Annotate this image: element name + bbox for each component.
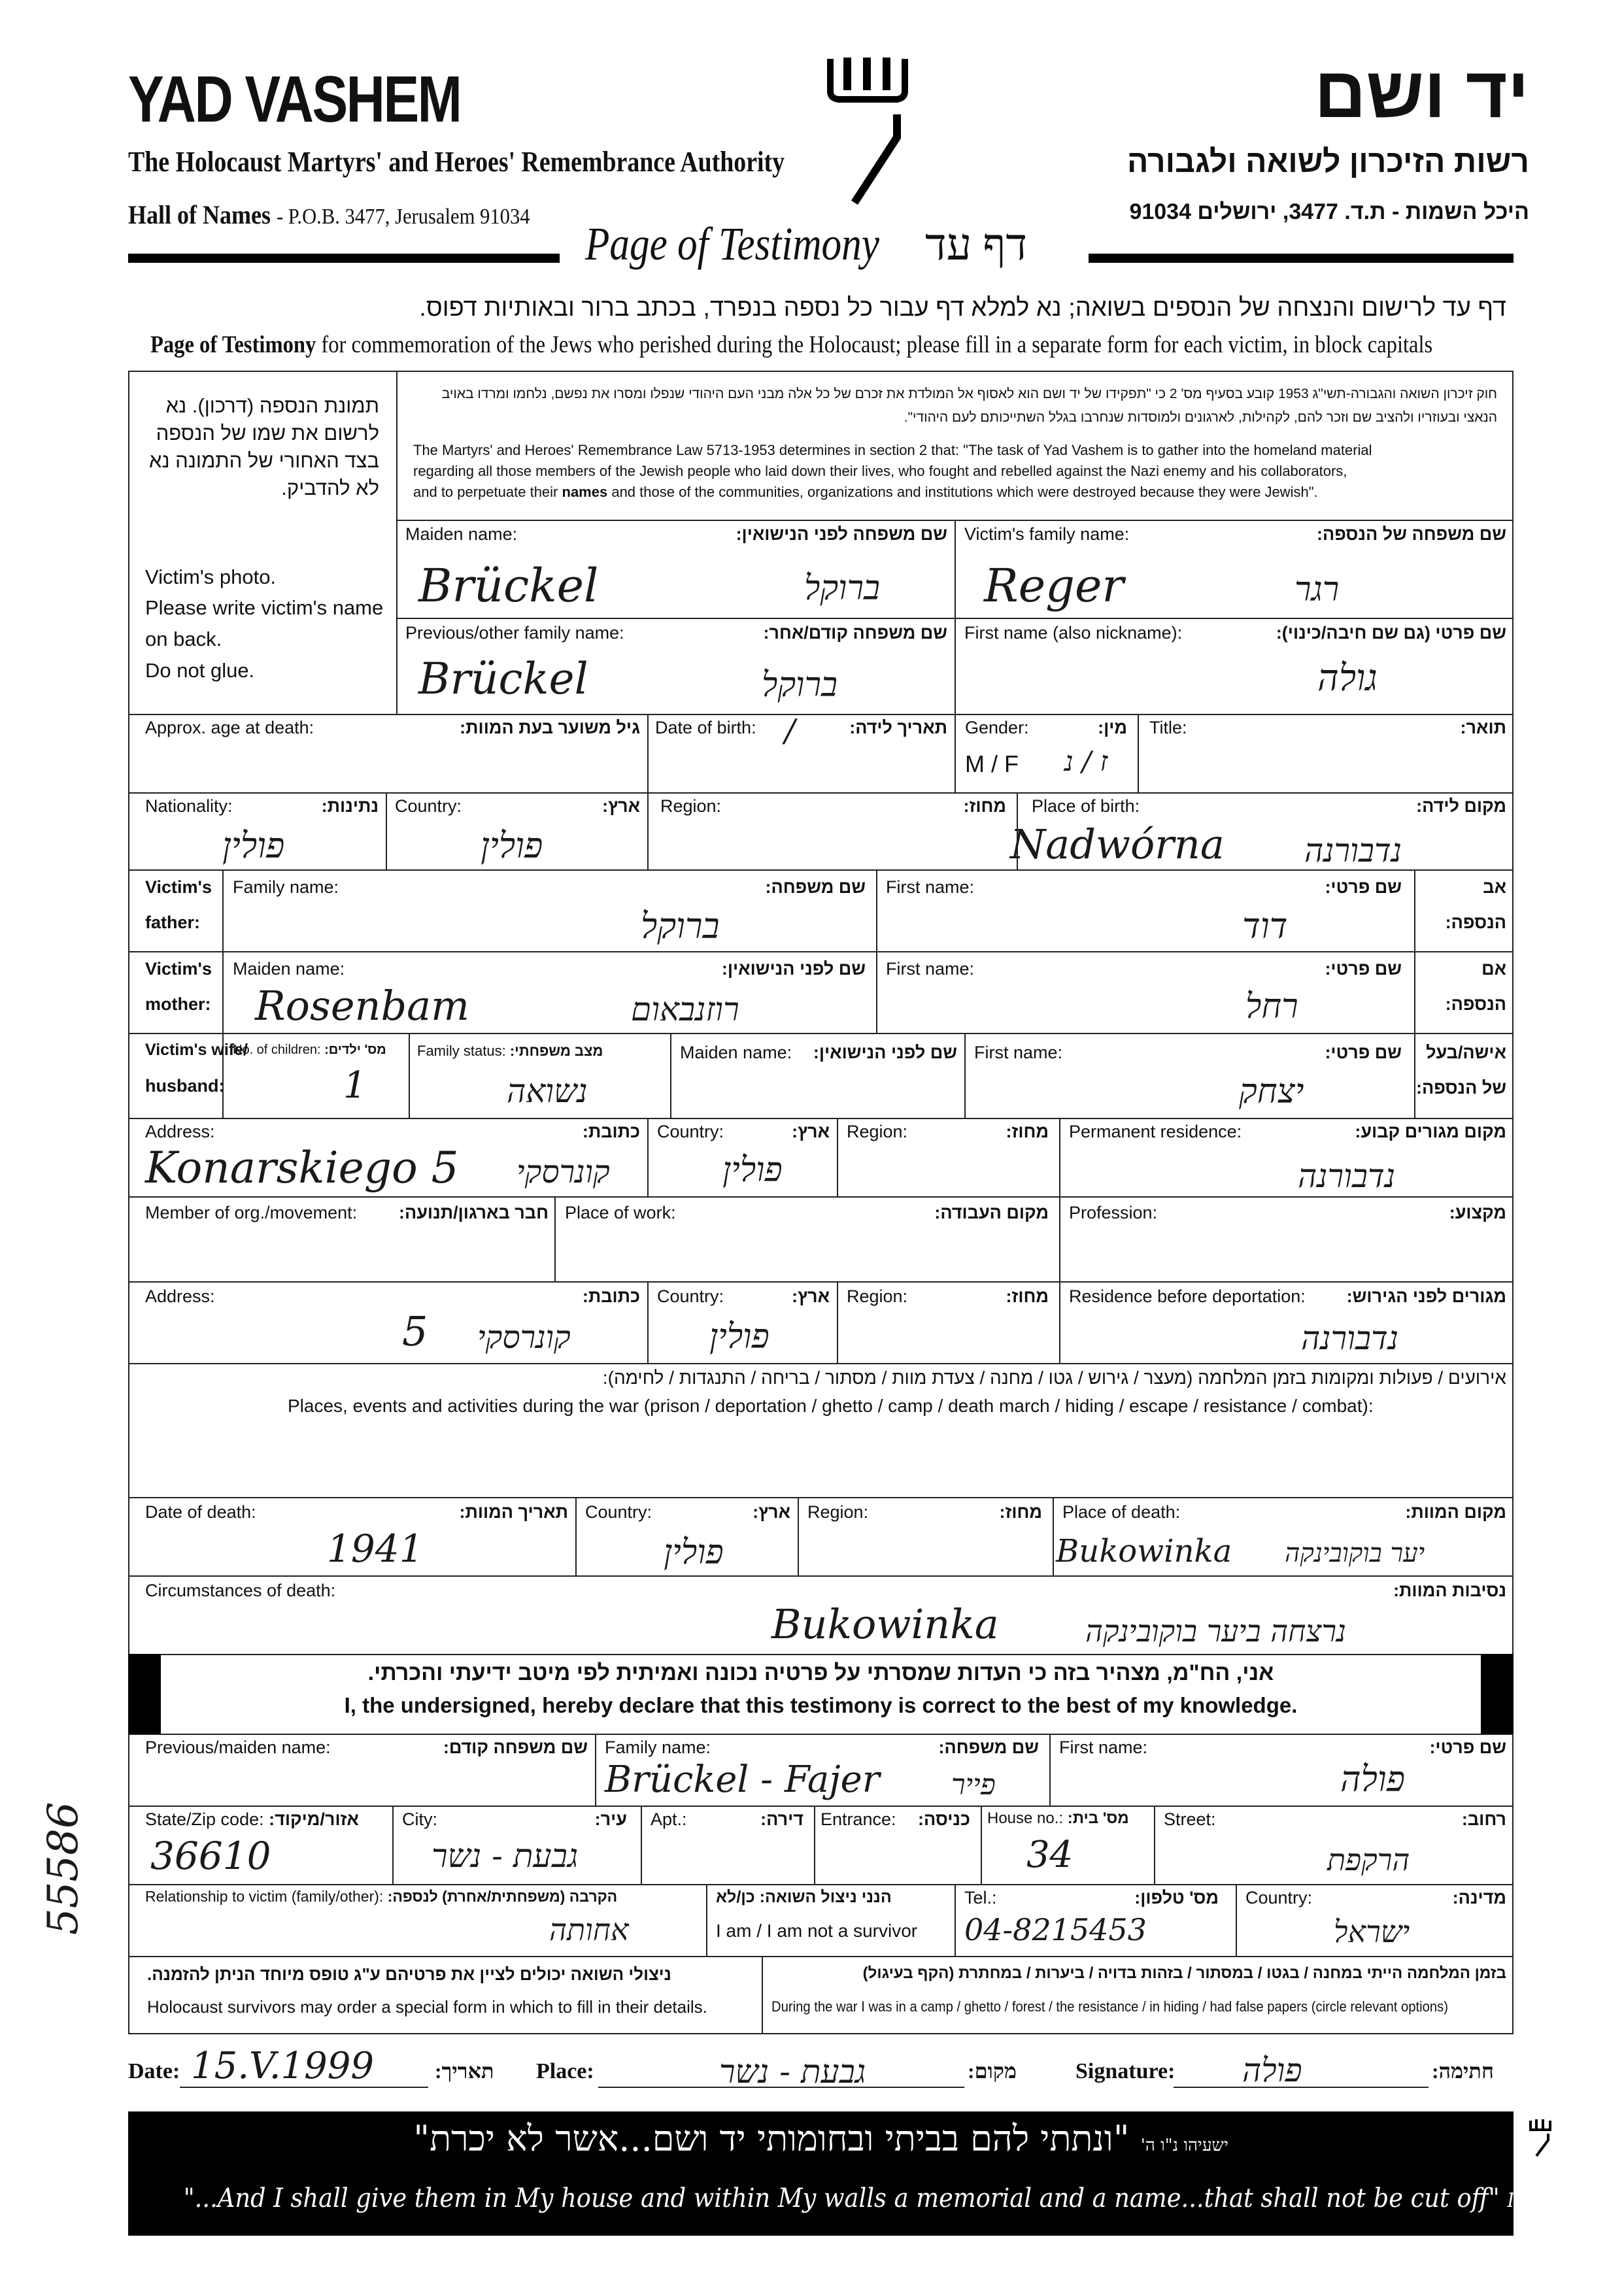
address1-value[interactable]: Konarskiego 5: [145, 1143, 459, 1193]
org-name-he: יד ושם: [1314, 52, 1529, 133]
photo-note-en-3: on back.: [145, 628, 222, 650]
address1-country-value[interactable]: פולין: [722, 1151, 783, 1190]
zip-value[interactable]: 36610: [150, 1834, 271, 1878]
mother-maiden-label: Maiden name:: [233, 959, 345, 979]
quote-en-text: "...And I shall give them in My house and within My walls a memorial and a name...that shall not be cut off": [183, 2183, 1500, 2213]
declaration-he: אני, הח"מ, מצהיר בזה כי העדות שמסרתי על פרטיה נכונה ואמיתית לפי מיטב ידיעתי והכרתי.: [367, 1660, 1274, 1685]
street-label: Street:: [1164, 1809, 1216, 1829]
father-first-label: First name:: [886, 877, 975, 897]
house-no-value[interactable]: 34: [1026, 1834, 1074, 1876]
father-label-he-1: אב: [1483, 877, 1506, 897]
nationality-label: Nationality:: [145, 796, 233, 816]
law-en-3c: and those of the communities, organizations and institutions which were destroyed because they were Jewish".: [607, 484, 1318, 500]
war-note-he: בזמן המלחמה הייתי במחנה / בגטו / במסתור / בזהות בדויה / ביערות / במחתרת (הקף בעיגול): [862, 1964, 1506, 1982]
death-country-label: Country:: [585, 1502, 652, 1522]
circumstances-label: Circumstances of death:: [145, 1581, 336, 1600]
father-family-value[interactable]: ברוקל: [641, 905, 720, 947]
subtitle-en: The Holocaust Martyrs' and Heroes' Remembrance Authority: [128, 146, 785, 178]
address2-country-label-he: ארץ:: [792, 1286, 830, 1306]
footer-place-label: Place:: [536, 2059, 594, 2083]
submitter-first-value[interactable]: פולה: [1340, 1758, 1406, 1800]
dob-label-he: תאריך לידה:: [849, 718, 947, 737]
father-family-label-he: שם משפחה:: [765, 877, 866, 897]
instructions-en-bold: Page of Testimony: [150, 331, 316, 358]
sub-country-value[interactable]: ישראל: [1334, 1914, 1410, 1949]
small-logo-icon: [1529, 2118, 1552, 2157]
spouse-maiden-label: Maiden name:: [680, 1043, 792, 1062]
title-label: Title:: [1149, 718, 1187, 737]
death-place-label-he: מקום המוות:: [1405, 1502, 1506, 1522]
relationship-label-he: הקרבה (משפחתית/אחרת) לנספה:: [387, 1888, 618, 1905]
address1-country-label: Country:: [657, 1122, 724, 1141]
spouse-label-2: husband:: [145, 1076, 225, 1096]
tel-label: Tel.:: [964, 1888, 997, 1908]
place-of-work-label: Place of work:: [565, 1203, 676, 1222]
submitter-prev-label: Previous/maiden name:: [145, 1738, 331, 1757]
first-name-value[interactable]: גולה: [1317, 657, 1378, 699]
entrance-label: Entrance:: [820, 1809, 896, 1829]
first-name-label: First name (also nickname):: [964, 623, 1183, 643]
gender-options[interactable]: M / F: [965, 750, 1019, 777]
instructions-he: דף עד לרישום והנצחה של הנספים בשואה; נא למלא דף עבור כל נספה בנפרד, בכתב ברור ובאותיות דפוס.: [419, 294, 1506, 322]
circumstances-label-he: נסיבות המוות:: [1393, 1581, 1506, 1600]
address1-value-he[interactable]: קונרסקי: [516, 1154, 610, 1190]
address2-label-he: כתובת:: [582, 1286, 640, 1306]
first-name-label-he: שם פרטי (גם שם חיבה/כינוי):: [1276, 623, 1506, 643]
street-value[interactable]: הרקפת: [1327, 1842, 1410, 1877]
footer-signature-label-he: חתימה:: [1432, 2059, 1494, 2083]
father-label-1: Victim's: [145, 877, 212, 897]
law-en-3b: names: [562, 484, 608, 500]
instructions-en-text: for commemoration of the Jews who perished during the Holocaust; please fill in a separate form for each victim, in block capitals: [316, 331, 1433, 358]
mother-first-label-he: שם פרטי:: [1325, 959, 1402, 979]
profession-label: Profession:: [1069, 1203, 1158, 1222]
father-first-label-he: שם פרטי:: [1325, 877, 1402, 897]
dob-label: Date of birth:: [655, 718, 756, 737]
spouse-first-label: First name:: [974, 1043, 1063, 1062]
family-name-value-he[interactable]: רגר: [1294, 570, 1340, 609]
law-text-en-2: regarding all those members of the Jewish people who laid down their lives, who fought and rebelled against the Nazi enemy and his collaborators,: [413, 463, 1347, 479]
death-place-value-he[interactable]: יער בוקובינקה: [1285, 1538, 1425, 1568]
war-note-en: During the war I was in a camp / ghetto / forest / the resistance / in hiding / had false papers (circle relevant options): [771, 1998, 1449, 2015]
footer-date-label-he: תאריך:: [435, 2059, 494, 2083]
dob-value[interactable]: /: [785, 713, 796, 749]
quote-he: [128, 2118, 1514, 2159]
mother-label-1: Victim's: [145, 959, 212, 979]
law-text-he: חוק זיכרון השואה והגבורה-תשי"ג 1953 קובע בסעיף מס' 2 כי "תפקידו של יד ושם הוא לאסוף אל המולדת את זכרם של כל אלה מבני העם היהודי שנפלו ומסרו את נפשם, נלחמו ומרדו באויב הנאצי ובעוזריו ולהציב שם וזכר להם, לקהילות, לארגונים ולמוסדות שנחרבו בגלל השתייכותם לעם היהודי".: [441, 386, 1497, 425]
maiden-name-value-he[interactable]: ברוקל: [804, 569, 881, 608]
gender-label-he: מין:: [1098, 718, 1127, 737]
address2-region-label: Region:: [847, 1286, 908, 1306]
mother-maiden-label-he: שם לפני הנישואין:: [721, 959, 866, 979]
gender-value[interactable]: ז / נ: [1064, 745, 1108, 777]
submitter-prev-label-he: שם משפחה קודם:: [443, 1738, 588, 1757]
survivor-note-he: ניצולי השואה יכולים לציין את פרטיהם ע"ג טופס מיוחד הניתן להזמנה.: [147, 1964, 671, 1984]
hall-address: - P.O.B. 3477, Jerusalem 91034: [276, 205, 530, 229]
org-name-en: YAD VASHEM: [128, 63, 461, 136]
father-label-2: father:: [145, 913, 201, 932]
prev-name-value-he[interactable]: ברוקל: [762, 665, 838, 705]
circumstances-value-he[interactable]: נרצחה ביער בוקובינקה: [1085, 1613, 1347, 1649]
family-name-label-he: שם משפחה של הנספה:: [1316, 524, 1506, 544]
footer-signature-value[interactable]: פולה: [1242, 2051, 1302, 2089]
mother-label-2: mother:: [145, 994, 211, 1014]
hall-label: Hall of Names: [128, 200, 271, 229]
address1-label-he: כתובת:: [582, 1122, 640, 1141]
zip-label-he: אזור/מיקוד:: [269, 1809, 359, 1829]
doc-title-he: דף עד: [925, 220, 1028, 269]
children-value[interactable]: 1: [343, 1064, 367, 1107]
address1-label: Address:: [145, 1122, 215, 1141]
declaration-bar-left: [128, 1654, 161, 1734]
law-text-en-1: The Martyrs' and Heroes' Remembrance Law 5713-1953 determines in section 2 that: "The task of Yad Vashem is to gather into the homeland material: [413, 442, 1372, 458]
submitter-family-label-he: שם משפחה:: [938, 1738, 1039, 1757]
member-org-label: Member of org./movement:: [145, 1203, 358, 1222]
age-label-he: גיל משוער בעת המוות:: [460, 718, 640, 737]
hall-he: היכל השמות - ת.ד. 3477, ירושלים 91034: [1129, 199, 1529, 224]
hall-of-names: [128, 199, 530, 230]
events-label-en: Places, events and activities during the war (prison / deportation / ghetto / camp / death march / hiding / escape / resistance / combat):: [288, 1396, 1374, 1416]
doc-title-en: Page of Testimony: [585, 218, 879, 270]
family-status-label-he: מצב משפחתי:: [509, 1043, 603, 1059]
house-no-label-he: מס' בית:: [1067, 1809, 1129, 1827]
submitter-family-label: Family name:: [605, 1738, 711, 1757]
death-region-label: Region:: [807, 1502, 869, 1522]
death-date-label: Date of death:: [145, 1502, 256, 1522]
res-before-dep-value[interactable]: נדבורנה: [1301, 1319, 1399, 1357]
title-rule-right: [1089, 254, 1514, 263]
quote-he-text: "ונתתי להם בביתי ובחומותי יד ושם...אשר לא יכרת": [413, 2118, 1130, 2159]
age-label: Approx. age at death:: [145, 718, 314, 737]
spouse-label-he-2: של הנספה:: [1416, 1078, 1506, 1098]
death-country-label-he: ארץ:: [753, 1502, 790, 1522]
footer-signature-label: Signature:: [1075, 2059, 1176, 2083]
city-label-he: עיר:: [594, 1809, 627, 1829]
children-label-en: No. of children:: [233, 1043, 321, 1057]
address2-label: Address:: [145, 1286, 215, 1306]
death-region-label-he: מחוז:: [999, 1502, 1042, 1522]
children-label: [233, 1043, 386, 1058]
entrance-label-he: כניסה:: [917, 1809, 970, 1829]
permanent-res-label: Permanent residence:: [1069, 1122, 1242, 1141]
photo-note-en-2: Please write victim's name: [145, 596, 384, 619]
res-before-dep-label: Residence before deportation:: [1069, 1286, 1306, 1306]
survivor-label-he: הנני ניצול השואה: כן/לא: [716, 1888, 892, 1906]
address2-region-label-he: מחוז:: [1006, 1286, 1049, 1306]
mother-first-label: First name:: [886, 959, 975, 979]
sub-country-label: Country:: [1245, 1888, 1313, 1908]
prev-name-label-he: שם משפחה קודם/אחר:: [763, 623, 947, 643]
region-label: Region:: [660, 796, 722, 816]
declaration-bar-right: [1481, 1654, 1514, 1734]
submitter-family-value-he[interactable]: פייר: [951, 1768, 996, 1802]
street-label-he: רחוב:: [1461, 1809, 1506, 1829]
nationality-label-he: נתינות:: [321, 796, 379, 816]
submitter-first-label-he: שם פרטי:: [1429, 1738, 1506, 1757]
quote-en: [183, 2183, 1615, 2213]
address1-region-label-he: מחוז:: [1006, 1122, 1049, 1141]
mother-maiden-value[interactable]: Rosenbam: [255, 982, 469, 1030]
family-status-value[interactable]: נשואה: [507, 1072, 588, 1110]
apt-label-he: דירה:: [760, 1809, 804, 1829]
profession-label-he: מקצוע:: [1449, 1203, 1506, 1222]
quote-he-src: ישעיהו נ"ו ה': [1140, 2136, 1228, 2155]
death-date-label-he: תאריך המוות:: [459, 1502, 568, 1522]
address2-country-value[interactable]: פולין: [709, 1317, 770, 1356]
pob-label-he: מקום לידה:: [1416, 796, 1506, 816]
city-value[interactable]: גבעת - נשר: [431, 1837, 579, 1875]
family-name-value[interactable]: Reger: [984, 559, 1124, 613]
children-label-he: מס' ילדים:: [324, 1043, 386, 1057]
gender-label: Gender:: [965, 718, 1029, 737]
footer-place-value[interactable]: גבעת - נשר: [719, 2053, 866, 2091]
photo-note-en-4: Do not glue.: [145, 659, 255, 682]
side-number: 55586: [39, 1802, 88, 1935]
subtitle-he: רשות הזיכרון לשואה ולגבורה: [1126, 144, 1529, 179]
address2-value[interactable]: 5: [402, 1307, 428, 1355]
father-first-value[interactable]: דוד: [1242, 905, 1288, 947]
survivor-label-en[interactable]: I am / I am not a survivor: [716, 1921, 918, 1941]
title-label-he: תואר:: [1460, 718, 1506, 737]
prev-name-value[interactable]: Brückel: [418, 654, 588, 704]
country-value[interactable]: פולין: [481, 825, 543, 866]
relationship-value[interactable]: אחותה: [549, 1912, 629, 1947]
mother-first-value[interactable]: רחל: [1245, 987, 1298, 1026]
permanent-res-value[interactable]: נדבורנה: [1298, 1157, 1396, 1195]
quote-en-src: Isaiah, 56:5: [1507, 2189, 1615, 2212]
footer-place-label-he: מקום:: [968, 2059, 1017, 2083]
address2-country-label: Country:: [657, 1286, 724, 1306]
death-place-label: Place of death:: [1062, 1502, 1181, 1522]
death-date-value[interactable]: 1941: [327, 1526, 424, 1571]
sub-country-label-he: מדינה:: [1452, 1888, 1506, 1908]
photo-note-en-1: Victim's photo.: [145, 565, 277, 588]
footer-date-label: Date:: [128, 2059, 180, 2083]
events-label-he: אירועים / פעולות ומקומות בזמן המלחמה (מעצר / גירוש / גטו / מחנה / צעדת מוות / מסתור / בריחה / התנגדות / לחימה):: [602, 1368, 1506, 1388]
spouse-label-1: Victim's wife/: [145, 1041, 248, 1059]
maiden-name-value[interactable]: Brückel: [418, 559, 599, 613]
pob-value-he[interactable]: נדבורנה: [1304, 832, 1402, 869]
death-place-value[interactable]: Bukowinka: [1056, 1533, 1232, 1570]
father-label-he-2: הנספה:: [1445, 913, 1506, 932]
footer-date-value[interactable]: 15.V.1999: [191, 2045, 375, 2087]
tel-value[interactable]: 04-8215453: [964, 1912, 1147, 1947]
address1-region-label: Region:: [847, 1122, 908, 1141]
country-label: Country:: [395, 796, 462, 816]
city-label: City:: [402, 1809, 437, 1829]
country-label-he: ארץ:: [602, 796, 640, 816]
mother-maiden-value-he[interactable]: רוזנבאום: [631, 990, 739, 1028]
place-of-work-label-he: מקום העבודה:: [934, 1203, 1049, 1222]
death-country-value[interactable]: פולין: [664, 1533, 724, 1572]
spouse-first-value[interactable]: יצחק: [1239, 1072, 1304, 1111]
father-family-label: Family name:: [233, 877, 339, 897]
title-rule-left: [128, 254, 560, 263]
prev-name-label: Previous/other family name:: [405, 623, 624, 643]
law-text-en-3: [413, 484, 1318, 501]
mother-label-he-2: הנספה:: [1445, 994, 1506, 1014]
relationship-label-en: Relationship to victim (family/other):: [145, 1888, 384, 1905]
mother-label-he-1: אם: [1481, 959, 1506, 979]
yad-vashem-logo-icon: [825, 52, 910, 209]
tel-label-he: מס' טלפון:: [1134, 1888, 1219, 1908]
submitter-first-label: First name:: [1059, 1738, 1148, 1757]
permanent-res-label-he: מקום מגורים קבוע:: [1355, 1122, 1506, 1141]
spouse-first-label-he: שם פרטי:: [1325, 1043, 1402, 1062]
law-en-3a: and to perpetuate their: [413, 484, 562, 500]
spouse-maiden-label-he: שם לפני הנישואין:: [813, 1043, 957, 1062]
declaration-en: I, the undersigned, hereby declare that this testimony is correct to the best of my knowledge.: [344, 1693, 1298, 1717]
res-before-dep-label-he: מגורים לפני הגירוש:: [1346, 1286, 1506, 1306]
family-status-label-en: Family status:: [417, 1043, 506, 1059]
house-no-label-en: House no.:: [987, 1809, 1064, 1827]
family-name-label: Victim's family name:: [964, 524, 1130, 544]
relationship-label: [145, 1888, 617, 1906]
maiden-name-label: Maiden name:: [405, 524, 518, 544]
pob-value[interactable]: Nadwórna: [1010, 820, 1225, 868]
apt-label: Apt.:: [651, 1809, 687, 1829]
pob-label: Place of birth:: [1032, 796, 1140, 816]
circumstances-value[interactable]: Bukowinka: [771, 1600, 999, 1648]
region-label-he: מחוז:: [963, 796, 1006, 816]
address1-country-label-he: ארץ:: [792, 1122, 830, 1141]
photo-note-he: תמונת הנספה (דרכון). נא לרשום את שמו של הנספה בצד האחורי של התמונה נא לא להדביק.: [149, 394, 379, 499]
member-org-label-he: חבר בארגון/תנועה:: [399, 1203, 549, 1222]
nationality-value[interactable]: פולין: [222, 825, 285, 866]
family-status-label: [417, 1043, 603, 1060]
house-no-label: [987, 1809, 1129, 1828]
submitter-family-value[interactable]: Brückel - Fajer: [605, 1758, 880, 1801]
instructions-en: [150, 331, 1432, 359]
survivor-note-en: Holocaust survivors may order a special form in which to fill in their details.: [147, 1997, 707, 2017]
spouse-label-he-1: אישה/בעל: [1426, 1043, 1506, 1062]
zip-label-en: State/Zip code:: [145, 1809, 264, 1829]
maiden-name-label-he: שם משפחה לפני הנישואין:: [736, 524, 947, 544]
zip-label: [145, 1809, 359, 1830]
address2-value-he[interactable]: קונרסקי: [477, 1319, 571, 1356]
